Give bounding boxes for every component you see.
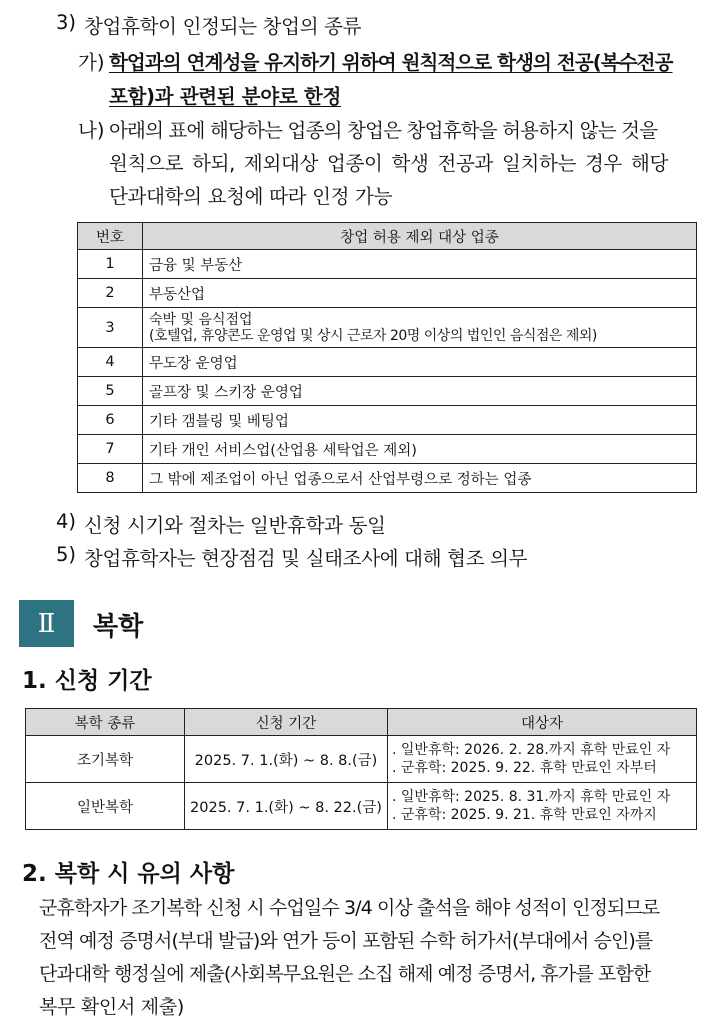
row-number: 5 xyxy=(78,377,143,406)
table-header-row xyxy=(26,709,697,736)
col-target-header: 대상자 xyxy=(388,709,697,736)
table-row xyxy=(26,736,697,783)
return-period: 2025. 7. 1.(화) ~ 8. 22.(금) xyxy=(185,783,388,830)
return-type: 조기복학 xyxy=(26,736,185,783)
row-industry-note: (호텔업, 휴양콘도 운영업 및 상시 근로자 20명 이상의 법인인 음식점은 제외) xyxy=(149,327,597,344)
section-number-badge: Ⅱ xyxy=(19,600,74,647)
table-row xyxy=(78,279,697,308)
col-industry-header: 창업 허용 제외 대상 업종 xyxy=(143,223,697,250)
return-period: 2025. 7. 1.(화) ~ 8. 8.(금) xyxy=(185,736,388,783)
row-number: 7 xyxy=(78,435,143,464)
row-number: 8 xyxy=(78,464,143,493)
row-industry: 골프장 및 스키장 운영업 xyxy=(143,377,697,406)
table-header-row xyxy=(78,223,697,250)
item4-text: 신청 시기와 절차는 일반휴학과 동일 xyxy=(84,514,386,537)
return-type: 일반복학 xyxy=(26,783,185,830)
table-row xyxy=(26,783,697,830)
row-industry: 부동산업 xyxy=(143,279,697,308)
row-industry: 그 밖에 제조업이 아닌 업종으로서 산업부령으로 정하는 업종 xyxy=(143,464,697,493)
notice-line-1: 군휴학자가 조기복학 신청 시 수업일수 3/4 이상 출석을 해야 성적이 인정되므로 xyxy=(39,897,660,919)
section-title: 복학 xyxy=(93,612,144,642)
table-row xyxy=(78,308,697,348)
row-number: 6 xyxy=(78,406,143,435)
table-row xyxy=(78,406,697,435)
excluded-industries-table xyxy=(77,222,697,493)
table-row xyxy=(78,435,697,464)
row-number: 1 xyxy=(78,250,143,279)
subsection-1-title: 1. 신청 기간 xyxy=(22,668,152,694)
item3a-number: 가) xyxy=(78,51,105,74)
notice-line-4: 복무 확인서 제출) xyxy=(39,996,184,1018)
row-number: 2 xyxy=(78,279,143,308)
row-number: 3 xyxy=(78,308,143,348)
target-line-general: . 일반휴학: 2025. 8. 31.까지 휴학 만료인 자 xyxy=(392,789,671,805)
subsection-2-title: 2. 복학 시 유의 사항 xyxy=(22,861,235,887)
item3b-number: 나) xyxy=(78,119,105,142)
notice-line-2: 전역 예정 증명서(부대 발급)와 연가 등이 포함된 수학 허가서(부대에서 승인)를 xyxy=(39,930,653,952)
row-industry-text: 숙박 및 음식점업 xyxy=(149,311,253,328)
target-line-general: . 일반휴학: 2026. 2. 28.까지 휴학 만료인 자 xyxy=(392,742,671,758)
notice-line-3: 단과대학 행정실에 제출(사회복무요원은 소집 해제 예정 증명서, 휴가를 포함한 xyxy=(39,963,651,985)
return-target xyxy=(388,783,697,830)
row-industry: 금융 및 부동산 xyxy=(143,250,697,279)
target-line-military: . 군휴학: 2025. 9. 22. 휴학 만료인 자부터 xyxy=(392,760,657,776)
item3b-line1: 아래의 표에 해당하는 업종의 창업은 창업휴학을 허용하지 않는 것을 xyxy=(109,119,658,142)
return-target xyxy=(388,736,697,783)
row-industry: 무도장 운영업 xyxy=(143,348,697,377)
return-period-table xyxy=(25,708,697,830)
col-period-header: 신청 기간 xyxy=(185,709,388,736)
table-row xyxy=(78,464,697,493)
item3b-line2: 원칙으로 하되, 제외대상 업종이 학생 전공과 일치하는 경우 해당 xyxy=(109,152,669,175)
item3b-line3: 단과대학의 요청에 따라 인정 가능 xyxy=(109,185,393,208)
row-industry: 기타 갬블링 및 베팅업 xyxy=(143,406,697,435)
table-row xyxy=(78,377,697,406)
item5-number: 5) xyxy=(56,543,77,566)
row-industry xyxy=(143,308,697,348)
table-row xyxy=(78,250,697,279)
item5-text: 창업휴학자는 현장점검 및 실태조사에 대해 협조 의무 xyxy=(84,547,528,570)
col-type-header: 복학 종류 xyxy=(26,709,185,736)
item3a-line2: 포함)과 관련된 분야로 한정 xyxy=(109,85,341,108)
table-row xyxy=(78,348,697,377)
col-number-header: 번호 xyxy=(78,223,143,250)
item3-number: 3) xyxy=(56,11,77,34)
item4-number: 4) xyxy=(56,510,77,533)
row-number: 4 xyxy=(78,348,143,377)
item3a-line1: 학업과의 연계성을 유지하기 위하여 원칙적으로 학생의 전공(복수전공 xyxy=(109,51,673,74)
row-industry: 기타 개인 서비스업(산업용 세탁업은 제외) xyxy=(143,435,697,464)
target-line-military: . 군휴학: 2025. 9. 21. 휴학 만료인 자까지 xyxy=(392,807,657,823)
item3-title: 창업휴학이 인정되는 창업의 종류 xyxy=(84,15,362,38)
